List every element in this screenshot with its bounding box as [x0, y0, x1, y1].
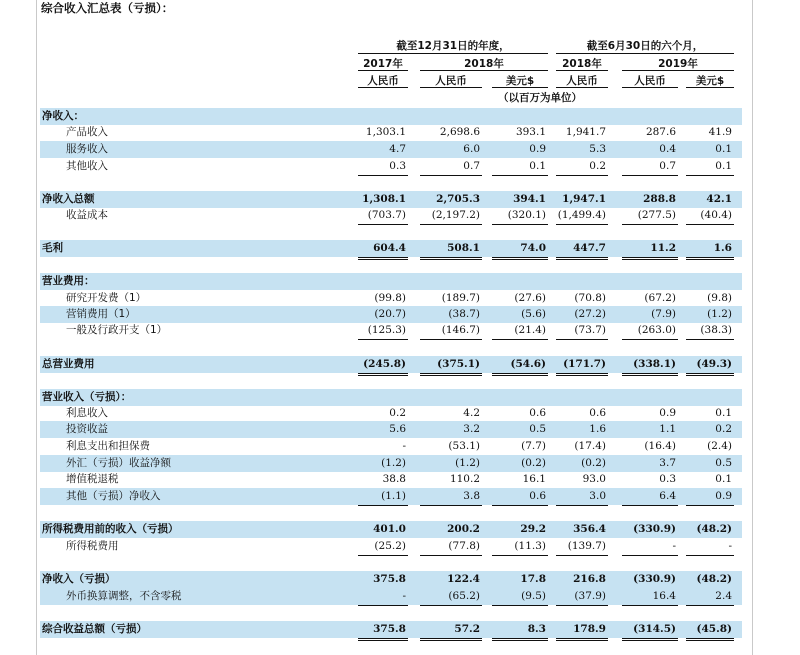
- table-row: [40, 108, 742, 125]
- table-cell: (2,197.2): [420, 207, 482, 225]
- table-cell: (189.7): [441, 292, 480, 304]
- row-label: 增值税退税: [66, 473, 119, 485]
- table-cell: 1,308.1: [362, 193, 406, 205]
- row-label: 毛利: [42, 242, 63, 254]
- table-cell: (77.8): [420, 538, 482, 556]
- header-currency-rule: [358, 87, 408, 88]
- table-cell: 0.9: [529, 143, 546, 155]
- table-row: [40, 471, 742, 488]
- table-cell: 2.4: [686, 588, 734, 606]
- table-cell: 287.6: [645, 126, 676, 138]
- row-label: 总营业费用: [42, 358, 95, 370]
- table-cell: (2.4): [707, 440, 732, 452]
- row-label: 一般及行政开支（1）: [66, 324, 168, 336]
- header-currency-rule: [420, 87, 482, 88]
- table-cell: 38.8: [382, 473, 406, 485]
- table-cell: (125.3): [358, 322, 408, 340]
- row-label: 其他收入: [66, 160, 108, 172]
- row-label: 营业费用：: [42, 275, 95, 287]
- table-cell: 288.8: [643, 193, 676, 205]
- table-cell: 74.0: [492, 240, 548, 260]
- table-cell: 5.3: [589, 143, 606, 155]
- table-cell: 375.8: [358, 621, 408, 641]
- table-cell: (375.1): [420, 356, 482, 376]
- header-currency: 美元$: [505, 75, 535, 87]
- table-cell: 0.1: [715, 473, 732, 485]
- table-cell: (53.1): [448, 440, 480, 452]
- row-label: 收益成本: [66, 209, 108, 221]
- header-year-2017: 2017年: [363, 58, 403, 70]
- table-cell: 16.1: [522, 473, 546, 485]
- table-cell: (65.2): [420, 588, 482, 606]
- row-label: 利息收入: [66, 407, 108, 419]
- header-year-2017-rule: [358, 70, 408, 71]
- table-cell: (48.2): [696, 573, 732, 585]
- table-cell: (263.0): [622, 322, 678, 340]
- table-row: [40, 488, 742, 505]
- table-cell: (146.7): [420, 322, 482, 340]
- table-cell: (1.2): [381, 457, 406, 469]
- table-cell: 57.2: [420, 621, 482, 641]
- table-cell: 0.7: [420, 158, 482, 176]
- table-cell: 216.8: [573, 573, 606, 585]
- table-cell: (16.4): [644, 440, 676, 452]
- table-cell: (703.7): [358, 207, 408, 225]
- table-cell: (7.9): [651, 308, 676, 320]
- table-cell: 0.1: [715, 143, 732, 155]
- table-cell: 0.6: [492, 488, 548, 506]
- table-cell: 394.1: [513, 193, 546, 205]
- table-cell: (1.2): [455, 457, 480, 469]
- header-currency: 人民币: [367, 75, 399, 87]
- table-cell: 0.9: [659, 407, 676, 419]
- table-cell: 0.7: [622, 158, 678, 176]
- table-row: [40, 207, 742, 224]
- table-cell: (37.9): [556, 588, 608, 606]
- header-unit: （以百万为单位）: [498, 92, 582, 104]
- table-cell: (5.6): [521, 308, 546, 320]
- table-cell: 356.4: [573, 523, 606, 535]
- table-cell: (9.5): [492, 588, 548, 606]
- table-cell: (27.6): [514, 292, 546, 304]
- table-cell: (40.4): [686, 207, 734, 225]
- table-cell: (1.2): [707, 308, 732, 320]
- table-cell: 1.6: [589, 423, 606, 435]
- table-cell: (21.4): [492, 322, 548, 340]
- table-cell: 1.6: [686, 240, 734, 260]
- row-label: 净收入：: [42, 110, 84, 122]
- header-year-2018-rule: [420, 70, 548, 71]
- row-label: 所得税费用: [66, 540, 119, 552]
- row-label: 综合收益总额（亏损）: [42, 623, 147, 635]
- table-cell: (27.2): [574, 308, 606, 320]
- table-cell: 1,941.7: [565, 126, 606, 138]
- row-label: 净收入（亏损）: [42, 573, 116, 585]
- table-row: [40, 421, 742, 438]
- table-cell: 0.2: [715, 423, 732, 435]
- table-cell: (0.2): [521, 457, 546, 469]
- table-cell: 3.7: [659, 457, 676, 469]
- table-cell: (139.7): [556, 538, 608, 556]
- table-cell: (73.7): [556, 322, 608, 340]
- header-currency: 人民币: [566, 75, 598, 87]
- header-year-2018-h1-rule: [556, 70, 608, 71]
- table-cell: 3.8: [420, 488, 482, 506]
- table-cell: 93.0: [582, 473, 606, 485]
- table-cell: 178.9: [556, 621, 608, 641]
- row-label: 净收入总额: [42, 193, 95, 205]
- table-row: [40, 538, 742, 555]
- table-cell: 0.5: [529, 423, 546, 435]
- table-cell: (54.6): [492, 356, 548, 376]
- table-row: [40, 306, 742, 323]
- header-currency-rule: [492, 87, 548, 88]
- header-year-2018: 2018年: [464, 58, 504, 70]
- table-cell: 0.5: [715, 457, 732, 469]
- table-cell: (245.8): [358, 356, 408, 376]
- table-row: [40, 141, 742, 158]
- header-group-year-rule: [358, 53, 548, 54]
- table-row: [40, 191, 742, 208]
- table-cell: (330.9): [633, 573, 676, 585]
- table-cell: 122.4: [447, 573, 480, 585]
- table-cell: 11.2: [622, 240, 678, 260]
- table-cell: 0.6: [529, 407, 546, 419]
- table-cell: (11.3): [492, 538, 548, 556]
- table-row: [40, 405, 742, 422]
- table-row: [40, 621, 742, 638]
- table-row: [40, 158, 742, 175]
- table-cell: 0.4: [659, 143, 676, 155]
- row-label: 投资收益: [66, 423, 108, 435]
- table-cell: -: [686, 538, 734, 556]
- table-cell: 42.1: [706, 193, 732, 205]
- page-title: 综合收入汇总表（亏损）：: [41, 1, 174, 15]
- table-cell: 0.2: [389, 407, 406, 419]
- table-cell: (0.2): [581, 457, 606, 469]
- header-currency-rule: [556, 87, 608, 88]
- table-cell: 8.3: [492, 621, 548, 641]
- row-label: 利息支出和担保费: [66, 440, 150, 452]
- table-cell: (330.9): [633, 523, 676, 535]
- table-cell: 401.0: [373, 523, 406, 535]
- table-cell: (171.7): [556, 356, 608, 376]
- table-cell: 16.4: [622, 588, 678, 606]
- table-cell: 2,705.3: [436, 193, 480, 205]
- table-cell: 0.2: [556, 158, 608, 176]
- table-cell: (7.7): [521, 440, 546, 452]
- table-cell: 0.3: [358, 158, 408, 176]
- table-cell: (9.8): [707, 292, 732, 304]
- table-cell: (320.1): [492, 207, 548, 225]
- table-cell: (20.7): [374, 308, 406, 320]
- table-cell: (277.5): [622, 207, 678, 225]
- row-label: 研究开发费（1）: [66, 292, 147, 304]
- table-cell: (45.8): [686, 621, 734, 641]
- header-year-2019: 2019年: [658, 58, 698, 70]
- table-cell: 3.2: [463, 423, 480, 435]
- table-cell: 0.6: [589, 407, 606, 419]
- table-row: [40, 588, 742, 605]
- table-cell: 508.1: [420, 240, 482, 260]
- table-row: [40, 290, 742, 307]
- row-label: 营销费用（1）: [66, 308, 136, 320]
- row-label: 产品收入: [66, 126, 108, 138]
- table-cell: 5.6: [389, 423, 406, 435]
- header-currency-rule: [686, 87, 734, 88]
- table-cell: -: [358, 588, 408, 606]
- table-cell: 604.4: [358, 240, 408, 260]
- header-currency: 美元$: [695, 75, 725, 87]
- table-row: [40, 124, 742, 141]
- table-cell: 0.9: [686, 488, 734, 506]
- table-cell: 6.4: [622, 488, 678, 506]
- table-cell: (17.4): [574, 440, 606, 452]
- table-cell: -: [622, 538, 678, 556]
- table-cell: (1,499.4): [556, 207, 608, 225]
- table-cell: 4.7: [389, 143, 406, 155]
- row-label: 外币换算调整，不含零税: [66, 590, 182, 602]
- table-cell: (38.7): [448, 308, 480, 320]
- table-row: [40, 455, 742, 472]
- table-row: [40, 389, 742, 406]
- header-group-halfyear: 截至6月30日的六个月，: [586, 40, 704, 52]
- table-cell: (49.3): [686, 356, 734, 376]
- table-cell: (38.3): [686, 322, 734, 340]
- table-row: [40, 571, 742, 588]
- table-cell: 4.2: [463, 407, 480, 419]
- table-cell: 393.1: [515, 126, 546, 138]
- row-label: 外汇（亏损）收益净额: [66, 457, 171, 469]
- table-cell: 375.8: [373, 573, 406, 585]
- row-label: 所得税费用前的收入（亏损）: [42, 523, 179, 535]
- header-group-year: 截至12月31日的年度，: [396, 40, 510, 52]
- table-cell: 29.2: [520, 523, 546, 535]
- table-cell: (99.8): [374, 292, 406, 304]
- table-row: [40, 438, 742, 455]
- table-cell: (25.2): [358, 538, 408, 556]
- table-cell: (1.1): [358, 488, 408, 506]
- table-cell: (338.1): [622, 356, 678, 376]
- header-currency: 人民币: [435, 75, 467, 87]
- table-row: [40, 240, 742, 257]
- right-border: [752, 0, 753, 655]
- table-cell: 0.1: [686, 158, 734, 176]
- table-cell: 6.0: [463, 143, 480, 155]
- table-row: [40, 322, 742, 339]
- table-cell: 200.2: [447, 523, 480, 535]
- table-cell: (67.2): [644, 292, 676, 304]
- table-cell: 17.8: [520, 573, 546, 585]
- table-cell: 3.0: [556, 488, 608, 506]
- table-cell: 1,947.1: [562, 193, 606, 205]
- table-cell: (314.5): [622, 621, 678, 641]
- header-year-2019-rule: [622, 70, 734, 71]
- header-currency-rule: [622, 87, 678, 88]
- header-currency: 人民币: [634, 75, 666, 87]
- table-cell: (70.8): [574, 292, 606, 304]
- row-label: 其他（亏损）净收入: [66, 490, 161, 502]
- table-cell: 110.2: [449, 473, 480, 485]
- header-group-halfyear-rule: [556, 53, 734, 54]
- table-cell: 447.7: [556, 240, 608, 260]
- table-cell: -: [402, 440, 406, 452]
- row-label: 服务收入: [66, 143, 108, 155]
- table-row: [40, 356, 742, 373]
- table-cell: 1.1: [659, 423, 676, 435]
- table-cell: 0.1: [715, 407, 732, 419]
- table-cell: (48.2): [696, 523, 732, 535]
- row-label: 营业收入（亏损）：: [42, 391, 132, 403]
- left-border: [36, 0, 37, 655]
- table-row: [40, 273, 742, 290]
- table-cell: 2,698.6: [439, 126, 480, 138]
- table-cell: 41.9: [708, 126, 732, 138]
- table-cell: 1,303.1: [365, 126, 406, 138]
- table-cell: 0.3: [659, 473, 676, 485]
- header-year-2018-h1: 2018年: [562, 58, 602, 70]
- table-row: [40, 521, 742, 538]
- table-cell: 0.1: [492, 158, 548, 176]
